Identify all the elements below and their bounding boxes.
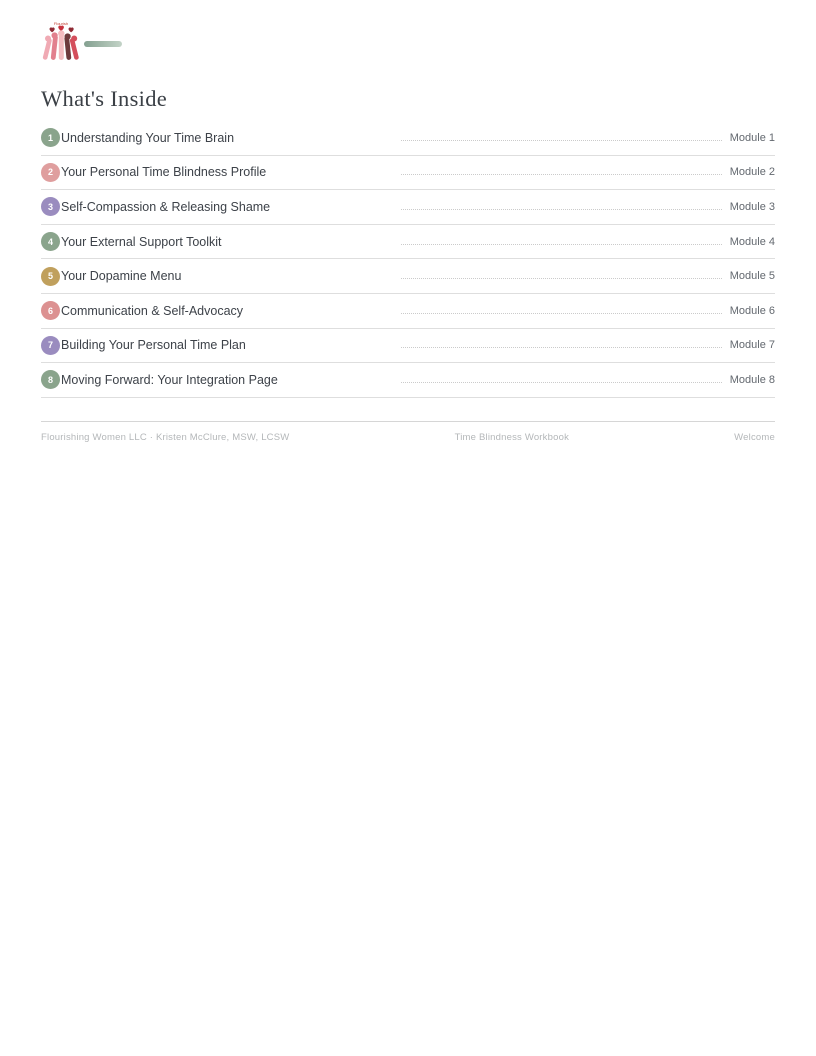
module-number-badge — [41, 232, 60, 251]
footer-workbook-title: Time Blindness Workbook — [454, 431, 570, 443]
dotted-leader — [401, 381, 722, 383]
module-label: Module 8 — [729, 373, 775, 386]
toc-row-left — [41, 370, 401, 389]
toc-list — [41, 121, 775, 398]
module-title: Building Your Personal Time Plan — [61, 338, 246, 353]
module-label: Module 3 — [729, 200, 775, 213]
module-number: 3 — [47, 201, 53, 212]
module-number-badge — [41, 197, 60, 216]
footer-divider — [41, 421, 775, 422]
module-number: 5 — [47, 271, 53, 282]
module-number-badge — [41, 301, 60, 320]
module-number: 7 — [47, 340, 53, 351]
module-title: Moving Forward: Your Integration Page — [61, 372, 278, 387]
toc-row[interactable] — [41, 156, 775, 191]
module-title: Your Personal Time Blindness Profile — [61, 165, 267, 180]
module-label: Module 4 — [729, 235, 775, 248]
document-page — [0, 0, 816, 443]
module-label: Module 5 — [729, 270, 775, 283]
toc-row-left — [41, 163, 401, 182]
module-label: Module 2 — [729, 166, 775, 179]
toc-row[interactable] — [41, 294, 775, 329]
toc-row-left — [41, 197, 401, 216]
module-number: 8 — [47, 374, 53, 385]
toc-row-left — [41, 301, 401, 320]
toc-row-left — [41, 336, 401, 355]
toc-row-left — [41, 232, 401, 251]
toc-row[interactable] — [41, 363, 775, 398]
logo-text: Flourish — [53, 21, 69, 26]
module-label: Module 7 — [729, 339, 775, 352]
module-title: Your Dopamine Menu — [61, 269, 182, 284]
logo-accent-bar — [84, 41, 122, 47]
module-number: 2 — [47, 167, 53, 178]
toc-row-left — [41, 267, 401, 286]
module-number-badge — [41, 267, 60, 286]
module-number-badge — [41, 163, 60, 182]
flourish-hands-logo-icon — [41, 16, 81, 60]
module-number-badge — [41, 370, 60, 389]
footer-page-label: Welcome — [734, 431, 775, 443]
logo-hands — [42, 30, 79, 60]
module-title: Your External Support Toolkit — [61, 234, 222, 249]
module-label: Module 1 — [729, 131, 775, 144]
module-number-badge — [41, 336, 60, 355]
dotted-leader — [401, 243, 722, 245]
module-number: 4 — [47, 236, 53, 247]
toc-row[interactable] — [41, 121, 775, 156]
toc-row[interactable] — [41, 329, 775, 364]
dotted-leader — [401, 208, 722, 210]
dotted-leader — [401, 277, 722, 279]
module-number-badge — [41, 128, 60, 147]
page-title: What's Inside — [41, 86, 168, 111]
dotted-leader — [401, 139, 722, 141]
dotted-leader — [401, 312, 722, 314]
toc-row[interactable] — [41, 225, 775, 260]
toc-row-left — [41, 128, 401, 147]
footer-author: Flourishing Women LLC · Kristen McClure, MSW, LCSW — [41, 431, 290, 443]
module-title: Self-Compassion & Releasing Shame — [61, 199, 271, 214]
module-title: Communication & Self-Advocacy — [61, 303, 244, 318]
module-number: 6 — [47, 305, 53, 316]
module-title: Understanding Your Time Brain — [61, 130, 235, 145]
page-footer — [41, 432, 775, 443]
module-number: 1 — [47, 132, 53, 143]
module-label: Module 6 — [729, 304, 775, 317]
toc-row[interactable] — [41, 259, 775, 294]
dotted-leader — [401, 346, 722, 348]
dotted-leader — [401, 173, 722, 175]
brand-header — [41, 14, 775, 62]
toc-row[interactable] — [41, 190, 775, 225]
